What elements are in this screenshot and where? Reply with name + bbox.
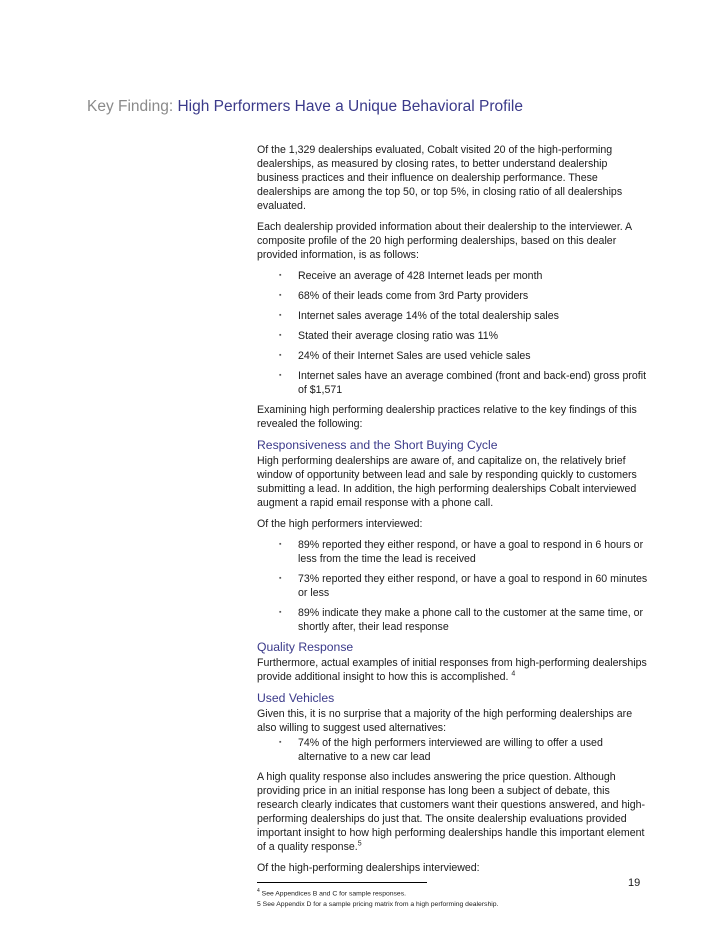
list-item: ▪ 89% indicate they make a phone call to the customer at the same time, or shortly after, their lead response (257, 606, 652, 634)
section-heading (87, 98, 523, 116)
page-number: 19 (628, 877, 641, 889)
response-bullet-list (257, 538, 652, 634)
of-high-performers-paragraph: Of the high performers interviewed: (257, 518, 423, 530)
footnote-4-mark: 4 (257, 888, 260, 894)
footnote-4-text: See Appendices B and C for sample responses. (261, 890, 407, 898)
list-item: ▪ 24% of their Internet Sales are used vehicle sales (257, 349, 652, 363)
list-item: ▪ Stated their average closing ratio was 11% (257, 329, 652, 343)
heading-title: High Performers Have a Unique Behavioral Profile (177, 98, 523, 115)
list-item: ▪ 89% reported they either respond, or have a goal to respond in 6 hours or less from the time the lead is received (257, 538, 652, 566)
responsiveness-paragraph: High performing dealerships are aware of, and capitalize on, the relatively brief window of opportunity between lead and sale by responding quickly to customers submitting a lead. In addition, the high performing dealerships Cobalt interviewed augment a rapid email response with a phone call. (257, 455, 637, 509)
footnote-5: 5 See Appendix D for a sample pricing matrix from a high performing dealership. (257, 901, 499, 909)
footnote-4 (257, 886, 652, 899)
quality-paragraph (257, 656, 652, 684)
intro-paragraph: Of the 1,329 dealerships evaluated, Cobalt visited 20 of the high-performing dealerships, as measured by closing rates, to better understand dealership business practices and their influence on dealership performance. These dealerships are among the top 50, or top 5%, in closing ratio of all dealerships evaluated. (257, 144, 623, 212)
examining-paragraph: Examining high performing dealership practices relative to the key findings of this revealed the following: (257, 404, 637, 430)
used-paragraph: Given this, it is no surprise that a majority of the high performing dealerships are also willing to suggest used alternatives: (257, 708, 633, 734)
quality-text: Furthermore, actual examples of initial responses from high-performing dealerships provide additional insight to how this is accomplished. (257, 657, 647, 683)
subheading-responsiveness: Responsiveness and the Short Buying Cycle (257, 438, 498, 452)
list-item: ▪ Receive an average of 428 Internet leads per month (257, 269, 652, 283)
footnote-divider (257, 882, 427, 883)
profile-paragraph: Each dealership provided information about their dealership to the interviewer. A composite profile of the 20 high performing dealerships, based on this dealer provided information, is as follows: (257, 221, 632, 261)
list-item: ▪ 68% of their leads come from 3rd Party providers (257, 289, 652, 303)
used-bullet-list (257, 736, 652, 764)
price-text: A high quality response also includes answering the price question. Although providing price in an initial response has long been a subject of debate, this research clearly indicates that customers want their questions answered, and high-performing dealerships do just that. The onsite dealership evaluations provided important insight to how high performing dealerships handle this important element of a quality response. (257, 771, 646, 853)
list-item: ▪ 73% reported they either respond, or have a goal to respond in 60 minutes or less (257, 572, 652, 600)
footnote-ref-4: 4 (511, 670, 516, 678)
subheading-used: Used Vehicles (257, 691, 335, 705)
list-item: ▪ Internet sales average 14% of the total dealership sales (257, 309, 652, 323)
price-paragraph (257, 770, 652, 854)
of-high-performing-paragraph: Of the high-performing dealerships interviewed: (257, 862, 480, 874)
list-item: ▪ Internet sales have an average combined (front and back-end) gross profit of $1,571 (257, 369, 652, 397)
subheading-quality: Quality Response (257, 640, 354, 654)
heading-prefix: Key Finding: (87, 98, 174, 115)
footnote-ref-5: 5 (357, 840, 362, 848)
profile-bullet-list (257, 269, 652, 397)
list-item: ▪ 74% of the high performers interviewed are willing to offer a used alternative to a new car lead (257, 736, 652, 764)
body-text (257, 143, 652, 911)
